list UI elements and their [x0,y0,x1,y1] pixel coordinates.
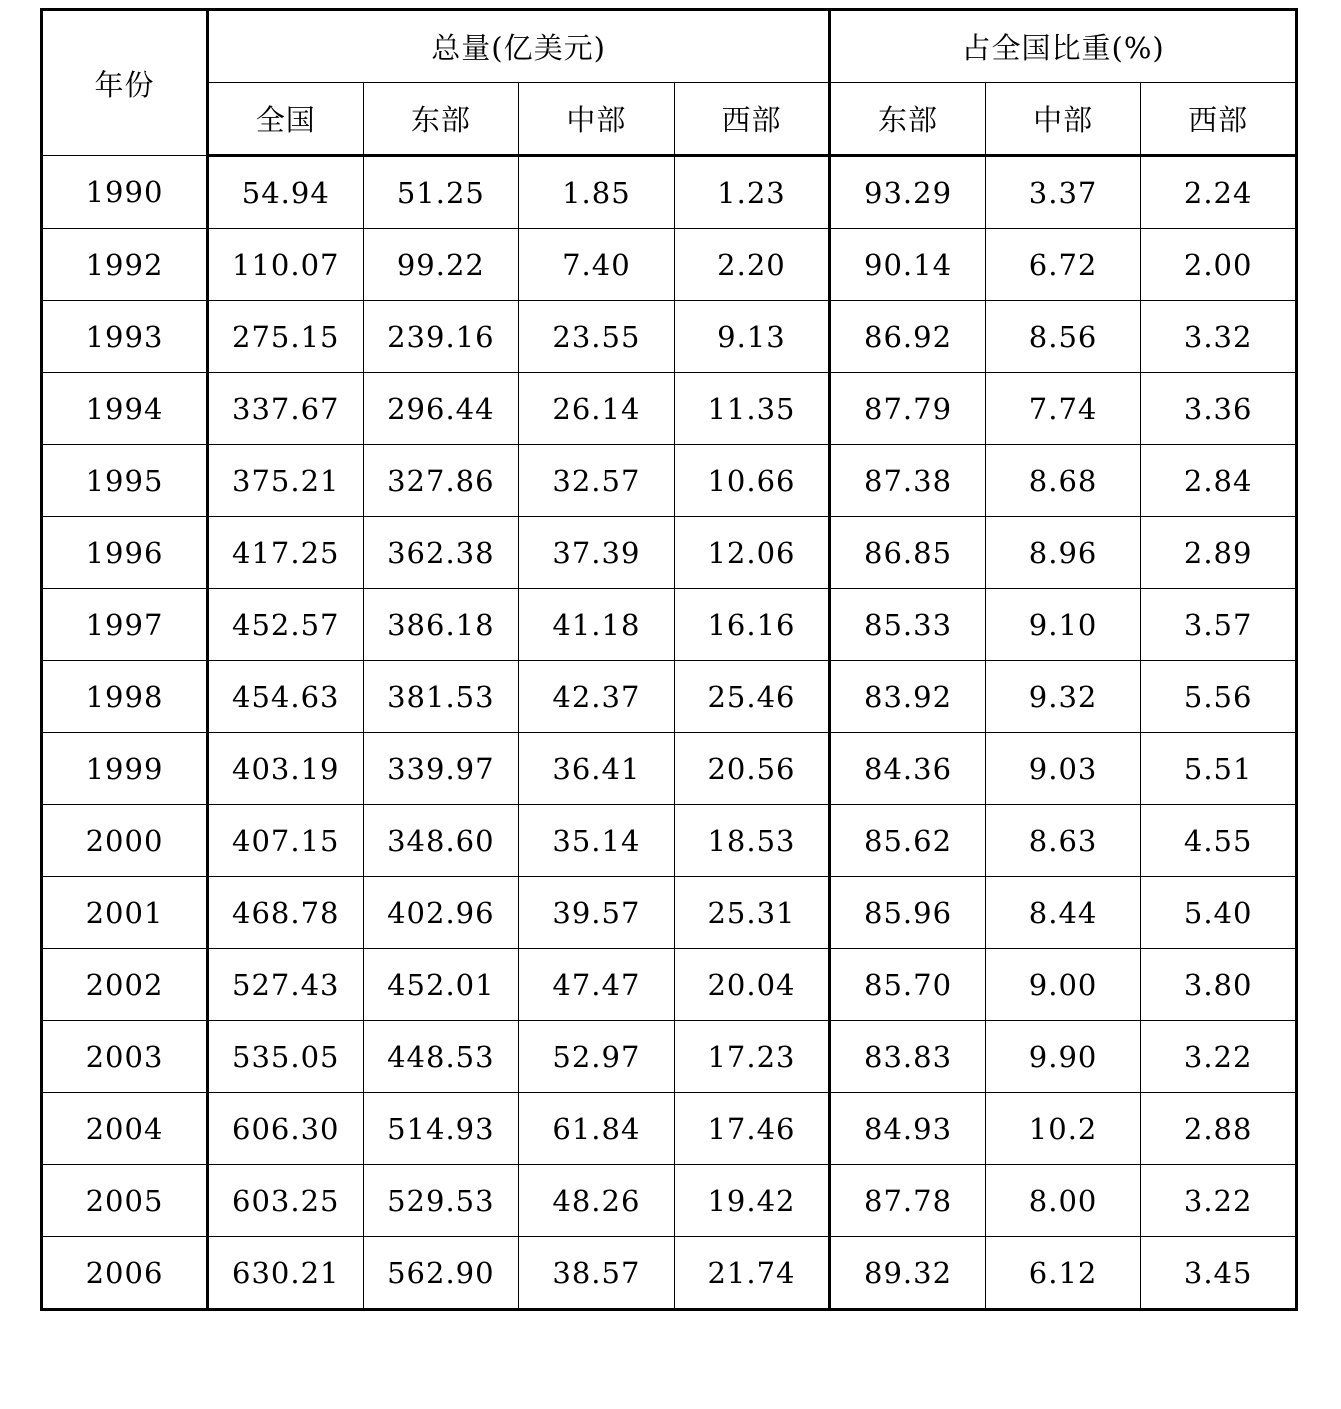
cell-year: 1999 [42,733,208,805]
cell-share-central: 9.03 [985,733,1141,805]
cell-year: 1993 [42,301,208,373]
cell-total-national: 606.30 [208,1093,364,1165]
cell-total-east: 296.44 [363,373,519,445]
cell-share-east: 93.29 [830,156,986,229]
cell-total-west: 10.66 [674,445,830,517]
cell-total-west: 21.74 [674,1237,830,1310]
cell-total-national: 603.25 [208,1165,364,1237]
cell-total-east: 562.90 [363,1237,519,1310]
cell-total-west: 9.13 [674,301,830,373]
cell-share-east: 83.92 [830,661,986,733]
cell-total-west: 2.20 [674,229,830,301]
cell-total-central: 32.57 [519,445,675,517]
cell-total-central: 37.39 [519,517,675,589]
cell-total-central: 61.84 [519,1093,675,1165]
cell-share-west: 3.36 [1141,373,1297,445]
cell-share-east: 85.96 [830,877,986,949]
cell-share-central: 8.96 [985,517,1141,589]
cell-share-east: 90.14 [830,229,986,301]
header-row-groups [42,10,1297,83]
header-group-share: 占全国比重(%) [830,10,1297,83]
cell-share-east: 84.93 [830,1093,986,1165]
table-row [42,229,1297,301]
cell-year: 2004 [42,1093,208,1165]
cell-total-east: 381.53 [363,661,519,733]
cell-share-east: 87.79 [830,373,986,445]
cell-share-west: 3.22 [1141,1021,1297,1093]
cell-share-central: 8.68 [985,445,1141,517]
cell-share-east: 86.92 [830,301,986,373]
table-row [42,805,1297,877]
cell-share-west: 2.24 [1141,156,1297,229]
cell-share-west: 4.55 [1141,805,1297,877]
table-header [42,10,1297,156]
cell-total-national: 375.21 [208,445,364,517]
header-total-west: 西部 [674,83,830,156]
cell-share-central: 8.00 [985,1165,1141,1237]
cell-year: 2002 [42,949,208,1021]
cell-total-central: 41.18 [519,589,675,661]
table-row [42,1165,1297,1237]
cell-share-east: 85.33 [830,589,986,661]
cell-total-east: 339.97 [363,733,519,805]
cell-total-national: 275.15 [208,301,364,373]
header-total-national: 全国 [208,83,364,156]
cell-total-central: 39.57 [519,877,675,949]
cell-year: 2005 [42,1165,208,1237]
table-row [42,1237,1297,1310]
cell-share-east: 83.83 [830,1021,986,1093]
cell-total-national: 54.94 [208,156,364,229]
cell-total-west: 25.46 [674,661,830,733]
cell-share-west: 5.40 [1141,877,1297,949]
cell-share-east: 84.36 [830,733,986,805]
cell-share-east: 87.38 [830,445,986,517]
table-row [42,373,1297,445]
cell-share-east: 89.32 [830,1237,986,1310]
cell-total-central: 38.57 [519,1237,675,1310]
cell-total-east: 452.01 [363,949,519,1021]
cell-year: 2000 [42,805,208,877]
header-year: 年份 [42,10,208,156]
cell-total-east: 51.25 [363,156,519,229]
table-row [42,156,1297,229]
cell-total-west: 18.53 [674,805,830,877]
cell-year: 1992 [42,229,208,301]
cell-total-east: 239.16 [363,301,519,373]
cell-total-national: 110.07 [208,229,364,301]
cell-total-west: 19.42 [674,1165,830,1237]
cell-total-east: 348.60 [363,805,519,877]
cell-total-national: 417.25 [208,517,364,589]
cell-share-east: 85.62 [830,805,986,877]
cell-total-west: 16.16 [674,589,830,661]
cell-year: 1990 [42,156,208,229]
cell-total-national: 454.63 [208,661,364,733]
header-share-central: 中部 [985,83,1141,156]
cell-total-east: 529.53 [363,1165,519,1237]
cell-share-west: 3.45 [1141,1237,1297,1310]
header-share-west: 西部 [1141,83,1297,156]
cell-year: 2001 [42,877,208,949]
header-share-east: 东部 [830,83,986,156]
table-row [42,1093,1297,1165]
cell-total-central: 48.26 [519,1165,675,1237]
cell-total-east: 448.53 [363,1021,519,1093]
cell-share-central: 6.72 [985,229,1141,301]
table-row [42,517,1297,589]
cell-total-central: 42.37 [519,661,675,733]
cell-total-west: 25.31 [674,877,830,949]
cell-share-central: 9.32 [985,661,1141,733]
cell-share-central: 10.2 [985,1093,1141,1165]
cell-share-central: 9.00 [985,949,1141,1021]
cell-total-central: 1.85 [519,156,675,229]
cell-share-central: 9.10 [985,589,1141,661]
cell-share-west: 3.32 [1141,301,1297,373]
header-total-central: 中部 [519,83,675,156]
cell-total-west: 20.56 [674,733,830,805]
cell-total-central: 47.47 [519,949,675,1021]
cell-total-national: 407.15 [208,805,364,877]
cell-total-east: 99.22 [363,229,519,301]
cell-total-central: 26.14 [519,373,675,445]
cell-total-east: 362.38 [363,517,519,589]
cell-total-central: 23.55 [519,301,675,373]
table-row [42,949,1297,1021]
header-row-subs [42,83,1297,156]
cell-share-east: 85.70 [830,949,986,1021]
cell-share-west: 2.89 [1141,517,1297,589]
cell-total-national: 535.05 [208,1021,364,1093]
cell-share-central: 7.74 [985,373,1141,445]
header-total-east: 东部 [363,83,519,156]
table-row [42,661,1297,733]
cell-total-central: 35.14 [519,805,675,877]
table-row [42,445,1297,517]
cell-total-west: 20.04 [674,949,830,1021]
cell-share-west: 3.80 [1141,949,1297,1021]
cell-total-central: 7.40 [519,229,675,301]
cell-total-central: 52.97 [519,1021,675,1093]
cell-total-national: 630.21 [208,1237,364,1310]
cell-share-central: 8.44 [985,877,1141,949]
cell-share-west: 3.22 [1141,1165,1297,1237]
cell-share-central: 9.90 [985,1021,1141,1093]
cell-share-west: 2.88 [1141,1093,1297,1165]
table-row [42,877,1297,949]
cell-total-east: 514.93 [363,1093,519,1165]
cell-total-west: 17.23 [674,1021,830,1093]
cell-total-east: 386.18 [363,589,519,661]
cell-total-west: 11.35 [674,373,830,445]
cell-total-east: 327.86 [363,445,519,517]
fdi-regional-table [40,8,1298,1311]
cell-total-west: 1.23 [674,156,830,229]
cell-year: 1997 [42,589,208,661]
table-row [42,1021,1297,1093]
cell-total-central: 36.41 [519,733,675,805]
cell-share-east: 87.78 [830,1165,986,1237]
cell-total-west: 17.46 [674,1093,830,1165]
cell-year: 1995 [42,445,208,517]
cell-year: 1996 [42,517,208,589]
cell-year: 1998 [42,661,208,733]
cell-year: 2006 [42,1237,208,1310]
cell-share-central: 3.37 [985,156,1141,229]
cell-share-west: 2.84 [1141,445,1297,517]
cell-total-national: 468.78 [208,877,364,949]
cell-total-national: 403.19 [208,733,364,805]
table-row [42,733,1297,805]
cell-year: 2003 [42,1021,208,1093]
cell-share-west: 5.56 [1141,661,1297,733]
cell-total-national: 337.67 [208,373,364,445]
table-row [42,589,1297,661]
cell-total-national: 527.43 [208,949,364,1021]
table-body [42,156,1297,1310]
cell-share-west: 2.00 [1141,229,1297,301]
cell-year: 1994 [42,373,208,445]
cell-total-west: 12.06 [674,517,830,589]
cell-share-central: 8.56 [985,301,1141,373]
cell-total-east: 402.96 [363,877,519,949]
cell-share-central: 8.63 [985,805,1141,877]
table-row [42,301,1297,373]
cell-share-central: 6.12 [985,1237,1141,1310]
cell-share-east: 86.85 [830,517,986,589]
cell-total-national: 452.57 [208,589,364,661]
cell-share-west: 5.51 [1141,733,1297,805]
cell-share-west: 3.57 [1141,589,1297,661]
header-group-total: 总量(亿美元) [208,10,830,83]
